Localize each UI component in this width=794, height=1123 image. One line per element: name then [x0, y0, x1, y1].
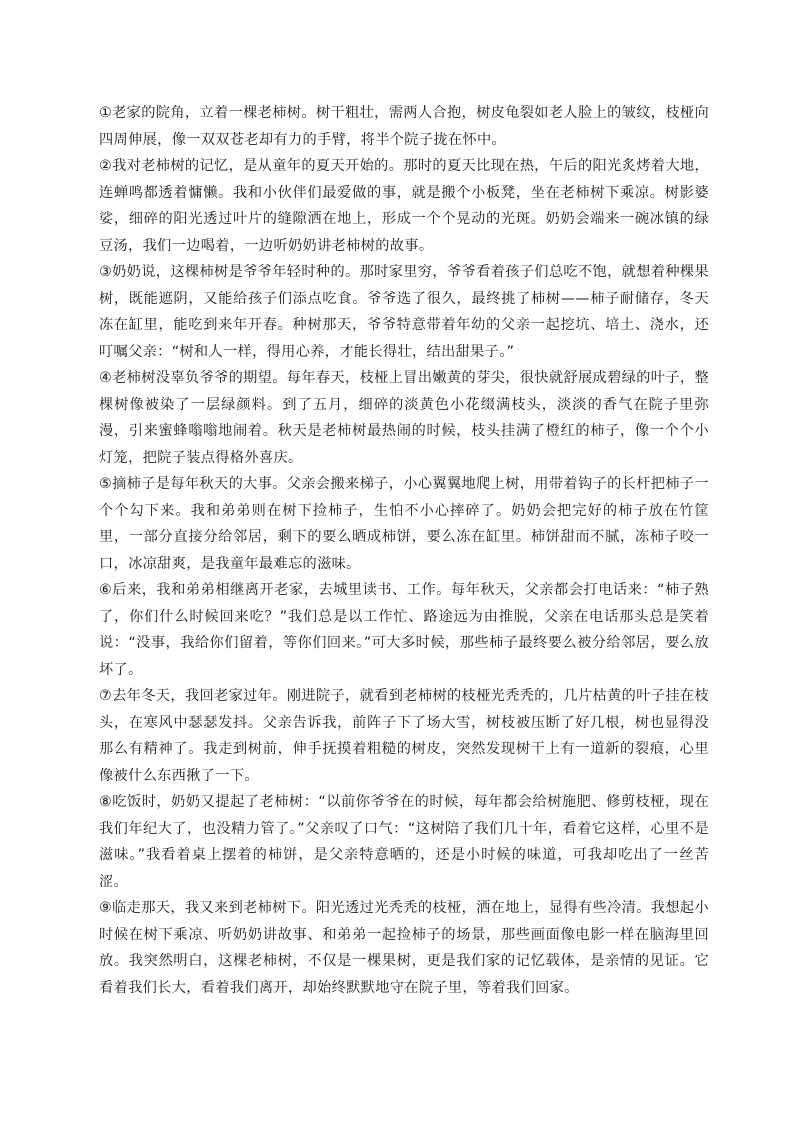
paragraph-2: ②我对老柿树的记忆，是从童年的夏天开始的。那时的夏天比现在热，午后的阳光炙烤着大地，连蝉鸣都透着慵懒。我和小伙伴们最爱做的事，就是搬个小板凳，坐在老柿树下乘凉。树影婆娑，细碎的阳光透过叶片的缝隙洒在地上，形成一个个晃动的光斑。奶奶会端来一碗冰镇的绿豆汤，我们一边喝着，一边听奶奶讲老柿树的故事。	[99, 158, 709, 254]
paragraph-1: ①老家的院角，立着一棵老柿树。树干粗壮，需两人合抱，树皮龟裂如老人脸上的皱纹，枝桠向四周伸展，像一双双苍老却有力的手臂，将半个院子拢在怀中。	[99, 105, 709, 148]
paragraph-3: ③奶奶说，这棵柿树是爷爷年轻时种的。那时家里穷，爷爷看着孩子们总吃不饱，就想着种棵果树，既能遮阴，又能给孩子们添点吃食。爷爷选了很久，最终挑了柿树——柿子耐储存，冬天冻在缸里，能吃到来年开春。种树那天，爷爷特意带着年幼的父亲一起挖坑、培土、浇水，还叮嘱父亲：“树和人一样，得用心养，才能长得壮，结出甜果子。”	[99, 264, 709, 360]
article-body	[99, 100, 709, 1001]
paragraph-5: ⑤摘柿子是每年秋天的大事。父亲会搬来梯子，小心翼翼地爬上树，用带着钩子的长杆把柿子一个个勾下来。我和弟弟则在树下捡柿子，生怕不小心摔碎了。奶奶会把完好的柿子放在竹筐里，一部分直接分给邻居，剩下的要么晒成柿饼，要么冻在缸里。柿饼甜而不腻，冻柿子咬一口，冰凉甜爽，是我童年最难忘的滋味。	[99, 476, 709, 572]
paragraph-6: ⑥后来，我和弟弟相继离开老家，去城里读书、工作。每年秋天，父亲都会打电话来：“柿子熟了，你们什么时候回来吃？”我们总是以工作忙、路途远为由推脱，父亲在电话那头总是笑着说：“没事，我给你们留着，等你们回来。”可大多时候，那些柿子最终要么被分给邻居，要么放坏了。	[99, 582, 709, 678]
paragraph-8: ⑧吃饭时，奶奶又提起了老柿树：“以前你爷爷在的时候，每年都会给树施肥、修剪枝桠，现在我们年纪大了，也没精力管了。”父亲叹了口气：“这树陪了我们几十年，看着它这样，心里不是滋味。”我看着桌上摆着的柿饼，是父亲特意晒的，还是小时候的味道，可我却吃出了一丝苦涩。	[99, 794, 709, 890]
paragraph-7: ⑦去年冬天，我回老家过年。刚进院子，就看到老柿树的枝桠光秃秃的，几片枯黄的叶子挂在枝头，在寒风中瑟瑟发抖。父亲告诉我，前阵子下了场大雪，树枝被压断了好几根，树也显得没那么有精神了。我走到树前，伸手抚摸着粗糙的树皮，突然发现树干上有一道新的裂痕，心里像被什么东西揪了一下。	[99, 688, 709, 784]
paragraph-9: ⑨临走那天，我又来到老柿树下。阳光透过光秃秃的枝桠，洒在地上，显得有些冷清。我想起小时候在树下乘凉、听奶奶讲故事、和弟弟一起捡柿子的场景，那些画面像电影一样在脑海里回放。我突然明白，这棵老柿树，不仅是一棵果树，更是我们家的记忆载体，是亲情的见证。它看着我们长大，看着我们离开，却始终默默地守在院子里，等着我们回家。	[99, 900, 709, 996]
paragraph-4: ④老柿树没辜负爷爷的期望。每年春天，枝桠上冒出嫩黄的芽尖，很快就舒展成碧绿的叶子，整棵树像被染了一层绿颜料。到了五月，细碎的淡黄色小花缀满枝头，淡淡的香气在院子里弥漫，引来蜜蜂嗡嗡地闹着。秋天是老柿树最热闹的时候，枝头挂满了橙红的柿子，像一个个小灯笼，把院子装点得格外喜庆。	[99, 370, 709, 466]
